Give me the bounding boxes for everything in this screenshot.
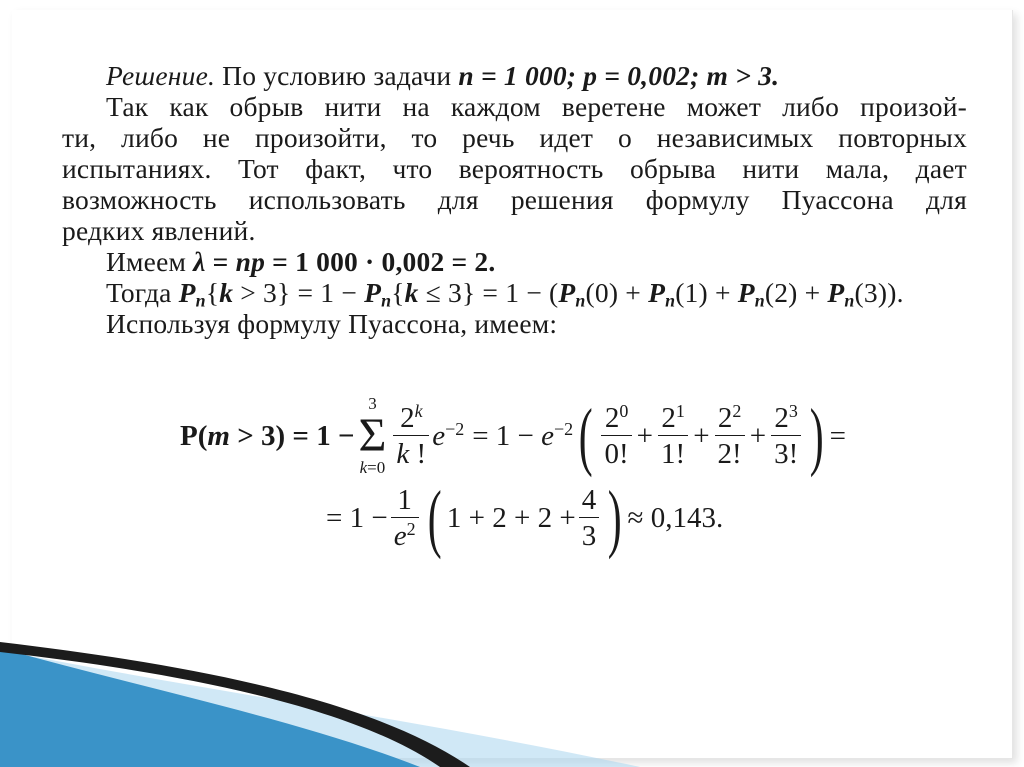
trailing-equals: = — [829, 419, 846, 452]
word: идет — [539, 122, 594, 153]
word: для — [925, 184, 967, 215]
word: повторных — [838, 122, 967, 153]
sigma-glyph: Σ — [358, 409, 387, 462]
sum-symbol — [358, 395, 386, 477]
left-paren: ( — [578, 394, 593, 478]
word: либо — [782, 91, 840, 122]
fraction-2k-over-kfact: $\frac{2^k}{k !}$ — [393, 401, 429, 472]
word: произойти, — [254, 122, 387, 153]
condition-text: По условию задачи — [215, 60, 459, 91]
word: нити — [324, 91, 382, 122]
scanned-text-block — [62, 60, 967, 339]
inner-sum: 1 + 2 + 2 + — [446, 501, 576, 534]
word: речь — [462, 122, 515, 153]
word: для — [437, 184, 479, 215]
line2-start: = 1 − — [326, 501, 388, 534]
left-paren-2: ( — [427, 476, 442, 560]
word: использовать — [248, 184, 406, 215]
word: обрыв — [229, 91, 304, 122]
word: о — [617, 122, 632, 153]
word: независимых — [656, 122, 814, 153]
word: вероятность — [458, 153, 604, 184]
formula-lhs: P(m > 3) = 1 − — [180, 419, 355, 452]
condition-math: n = 1 000; p = 0,002; m > 3. — [458, 60, 780, 91]
word: формулу — [645, 184, 750, 215]
word: нити — [742, 153, 800, 184]
word: может — [686, 91, 762, 122]
word: произой- — [860, 91, 967, 122]
solution-header-line — [62, 60, 967, 91]
word: ти, — [62, 122, 97, 153]
word: решения — [510, 184, 614, 215]
togda-math: $P_n\{k > 3\} = 1 - P_n\{k \le 3\} = 1 - (P_n(0) + P_n(1) + P_n(2) + P_n(3))$. — [178, 277, 904, 311]
word: дает — [915, 153, 967, 184]
word: возможность — [62, 184, 217, 215]
togda-prefix: Тогда — [106, 277, 179, 308]
word: каждом — [450, 91, 541, 122]
word: как — [169, 91, 209, 122]
word: мала, — [825, 153, 890, 184]
paragraph-line — [62, 184, 967, 215]
plus-sign: + — [636, 419, 654, 452]
word: Пуассона — [781, 184, 894, 215]
lambda-prefix: Имеем — [106, 246, 194, 277]
word: Так — [106, 91, 149, 122]
paragraph-line — [62, 153, 967, 184]
lambda-line — [62, 246, 967, 277]
plus-sign: + — [693, 419, 710, 452]
poisson-formula-line1 — [180, 395, 846, 477]
term-fraction: $\frac{2^3}{3!}$ — [771, 401, 801, 472]
right-paren-2: ) — [607, 476, 622, 560]
word: испытаниях. — [62, 153, 212, 184]
word: веретене — [561, 91, 666, 122]
term-fraction: $\frac{2^2}{2!}$ — [715, 401, 745, 472]
sum-lower-limit: k=0 — [359, 458, 386, 477]
term-fraction: $\frac{2^0}{0!}$ — [601, 401, 631, 472]
paragraph-line — [62, 91, 967, 122]
word: факт, — [305, 153, 367, 184]
word: Тот — [238, 153, 279, 184]
paragraph-last-line: редких явлений. — [62, 215, 256, 246]
paragraph-line — [62, 122, 967, 153]
right-paren: ) — [809, 394, 824, 478]
paragraph-reasoning — [62, 91, 967, 215]
terms-sum — [598, 401, 804, 472]
togda-line — [62, 277, 967, 311]
poisson-formula-line2 — [326, 476, 724, 560]
term-fraction: $\frac{2^1}{1!}$ — [658, 401, 688, 472]
exp-term: $e^{-2}$ — [432, 418, 465, 452]
word: не — [202, 122, 231, 153]
word: на — [402, 91, 430, 122]
word: то — [411, 122, 438, 153]
fraction-4-over-3: $\frac{4}{3}$ — [579, 483, 600, 554]
plus-sign: + — [749, 419, 767, 452]
fraction-1-over-e2: $\frac{1}{e^2}$ — [391, 483, 419, 554]
lambda-math: λ = np = 1 000 · 0,002 = 2. — [193, 246, 496, 277]
result-value: ≈ 0,143. — [627, 501, 724, 534]
word: обрыва — [629, 153, 716, 184]
word: что — [392, 153, 433, 184]
poisson-line: Используя формулу Пуассона, имеем: — [106, 308, 558, 339]
middle-equals: = $1 - e^{-2}$ — [472, 418, 574, 452]
sum-upper-limit: 3 — [368, 394, 377, 413]
word: либо — [121, 122, 179, 153]
solution-label: Решение. — [106, 60, 216, 91]
